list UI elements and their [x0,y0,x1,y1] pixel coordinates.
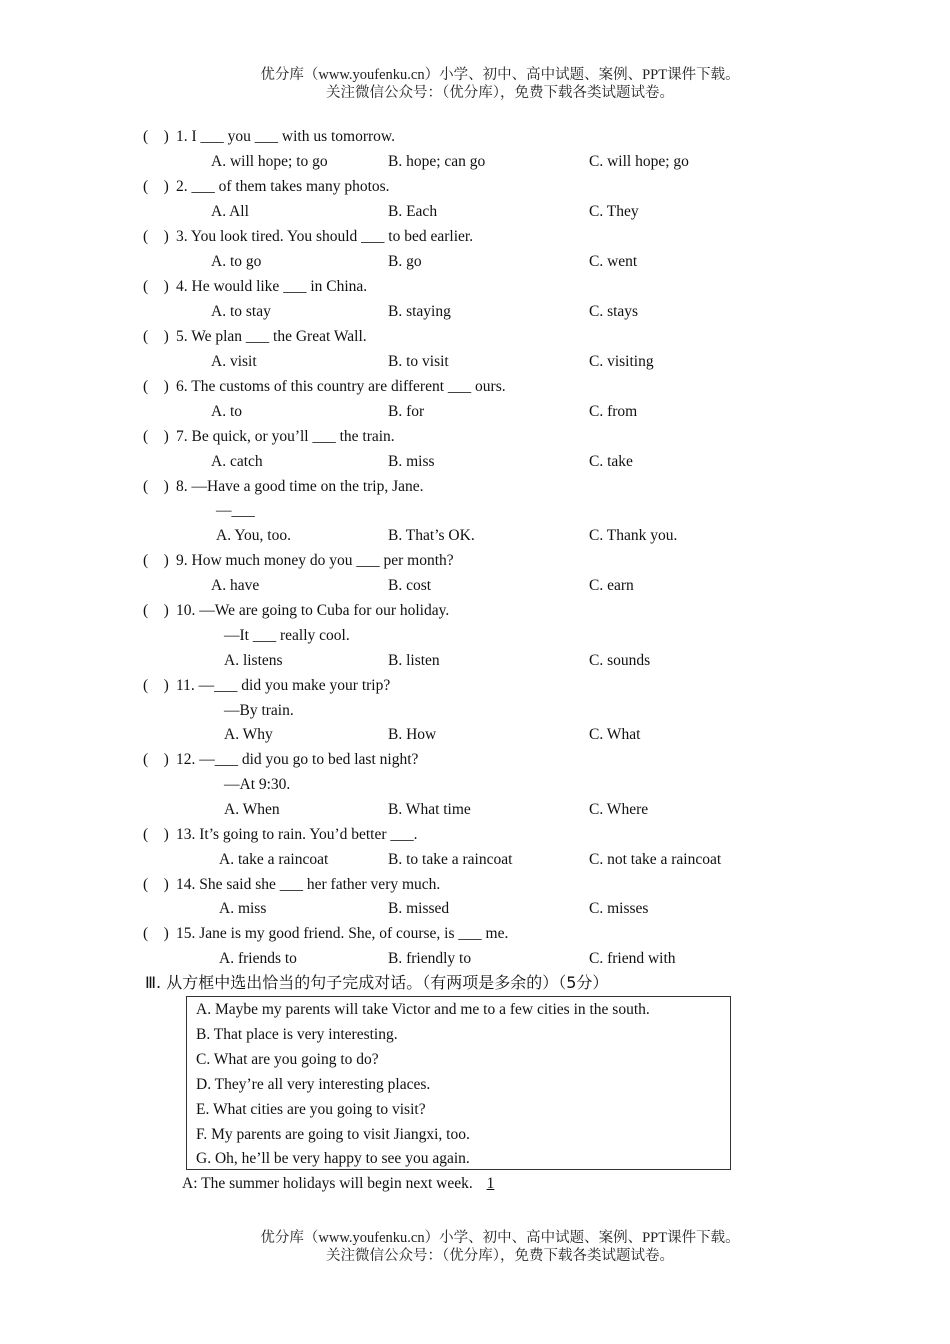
option-a: A. You, too. [216,527,291,544]
question-text: 11. —___ did you make your trip? [176,677,391,694]
box-option-g: G. Oh, he’ll be very happy to see you again. [196,1150,470,1167]
page-footer [0,1229,950,1265]
option-a: A. catch [211,453,263,470]
question-15-options [0,946,950,971]
option-a: A. to [211,403,242,420]
answer-paren[interactable]: ( ) [143,602,169,619]
header-line-2: 关注微信公众号：（优分库），免费下载各类试题试卷。 [326,85,674,101]
question-8-options [0,523,950,548]
section-3-title: Ⅲ. 从方框中选出恰当的句子完成对话。（有两项是多余的）（5分） [145,973,609,992]
question-12-reply [0,772,950,797]
question-2 [0,174,950,199]
option-b: B. Each [388,203,438,220]
answer-paren[interactable]: ( ) [143,677,169,694]
answer-paren[interactable]: ( ) [143,751,169,768]
option-b: B. miss [388,453,435,470]
option-b: B. hope; can go [388,153,486,170]
option-c: C. Thank you. [589,527,678,544]
option-b: B. That’s OK. [388,527,475,544]
option-c: C. Where [589,801,649,818]
question-text: 9. How much money do you ___ per month? [176,552,454,569]
answer-paren[interactable]: ( ) [143,826,169,843]
option-a: A. visit [211,353,257,370]
option-c: C. earn [589,577,634,594]
box-option-c: C. What are you going to do? [196,1051,379,1068]
option-c: C. will hope; go [589,153,689,170]
question-5-options [0,349,950,374]
question-15 [0,921,950,946]
option-c: C. visiting [589,353,654,370]
option-c: C. misses [589,900,649,917]
option-c: C. friend with [589,950,676,967]
option-b: B. listen [388,652,440,669]
question-9 [0,548,950,573]
option-c: C. not take a raincoat [589,851,722,868]
question-6-options [0,399,950,424]
question-11 [0,673,950,698]
question-4-options [0,299,950,324]
answer-paren[interactable]: ( ) [143,925,169,942]
question-8-reply [0,498,950,523]
question-text: 1. I ___ you ___ with us tomorrow. [176,128,395,145]
question-7 [0,424,950,449]
dialog-line-1 [182,1171,504,1196]
option-a: A. friends to [219,950,297,967]
option-b: B. cost [388,577,432,594]
option-c: C. went [589,253,638,270]
answer-paren[interactable]: ( ) [143,478,169,495]
question-10 [0,598,950,623]
question-13 [0,822,950,847]
question-2-options [0,199,950,224]
box-option-e: E. What cities are you going to visit? [196,1101,426,1118]
option-a: A. take a raincoat [219,851,329,868]
option-c: C. stays [589,303,639,320]
question-12-options [0,797,950,822]
question-6 [0,374,950,399]
question-14-options [0,896,950,921]
option-a: A. to go [211,253,262,270]
option-b: B. What time [388,801,471,818]
option-a: A. When [224,801,280,818]
option-b: B. to visit [388,353,449,370]
question-text: 14. She said she ___ her father very much. [176,876,441,893]
answer-paren[interactable]: ( ) [143,876,169,893]
dialog-reply: —It ___ really cool. [224,627,350,644]
question-text: 7. Be quick, or you’ll ___ the train. [176,428,395,445]
page-header [0,66,950,102]
question-7-options [0,449,950,474]
question-3 [0,224,950,249]
option-a: A. listens [224,652,283,669]
options-box [186,996,731,1170]
question-text: 15. Jane is my good friend. She, of course, is ___ me. [176,925,509,942]
question-8 [0,474,950,499]
option-b: B. go [388,253,422,270]
dialog-reply: —At 9:30. [224,776,291,793]
answer-paren[interactable]: ( ) [143,178,169,195]
option-c: C. What [589,726,641,743]
option-b: B. friendly to [388,950,472,967]
box-option-f: F. My parents are going to visit Jiangxi, too. [196,1126,470,1143]
question-5 [0,324,950,349]
option-b: B. to take a raincoat [388,851,513,868]
answer-paren[interactable]: ( ) [143,128,169,145]
dialog-reply: —___ [216,502,255,519]
option-b: B. staying [388,303,451,320]
question-4 [0,274,950,299]
answer-paren[interactable]: ( ) [143,552,169,569]
question-text: 2. ___ of them takes many photos. [176,178,390,195]
option-a: A. Why [224,726,273,743]
question-11-reply [0,698,950,723]
answer-blank-1[interactable]: 1 [486,1175,495,1192]
answer-paren[interactable]: ( ) [143,378,169,395]
option-c: C. take [589,453,633,470]
option-a: A. to stay [211,303,271,320]
question-text: 12. —___ did you go to bed last night? [176,751,419,768]
option-b: B. missed [388,900,450,917]
dialog-text: A: The summer holidays will begin next week. [182,1175,473,1192]
option-a: A. miss [219,900,267,917]
box-option-b: B. That place is very interesting. [196,1026,398,1043]
option-b: B. for [388,403,425,420]
answer-paren[interactable]: ( ) [143,278,169,295]
answer-paren[interactable]: ( ) [143,228,169,245]
box-option-d: D. They’re all very interesting places. [196,1076,431,1093]
question-10-options [0,648,950,673]
footer-line-1: 优分库（www.youfenku.cn）小学、初中、高中试题、案例、PPT课件下载。 [260,1230,740,1246]
question-text: 6. The customs of this country are different ___ ours. [176,378,506,395]
question-text: 4. He would like ___ in China. [176,278,368,295]
option-a: A. All [211,203,249,220]
option-c: C. from [589,403,638,420]
dialog-reply: —By train. [224,702,294,719]
question-9-options [0,573,950,598]
box-option-a: A. Maybe my parents will take Victor and me to a few cities in the south. [196,1001,650,1018]
question-11-options [0,722,950,747]
answer-paren[interactable]: ( ) [143,328,169,345]
header-line-1: 优分库（www.youfenku.cn）小学、初中、高中试题、案例、PPT课件下载。 [260,67,740,83]
question-text: 10. —We are going to Cuba for our holiday. [176,602,450,619]
question-1-options [0,149,950,174]
question-text: 8. —Have a good time on the trip, Jane. [176,478,424,495]
question-1 [0,124,950,149]
question-13-options [0,847,950,872]
option-b: B. How [388,726,437,743]
question-text: 5. We plan ___ the Great Wall. [176,328,367,345]
option-a: A. have [211,577,260,594]
footer-line-2: 关注微信公众号：（优分库），免费下载各类试题试卷。 [326,1248,674,1264]
option-c: C. sounds [589,652,651,669]
option-c: C. They [589,203,639,220]
question-10-reply [0,623,950,648]
question-text: 3. You look tired. You should ___ to bed earlier. [176,228,474,245]
option-a: A. will hope; to go [211,153,328,170]
question-text: 13. It’s going to rain. You’d better ___. [176,826,418,843]
question-3-options [0,249,950,274]
question-12 [0,747,950,772]
answer-paren[interactable]: ( ) [143,428,169,445]
question-14 [0,872,950,897]
